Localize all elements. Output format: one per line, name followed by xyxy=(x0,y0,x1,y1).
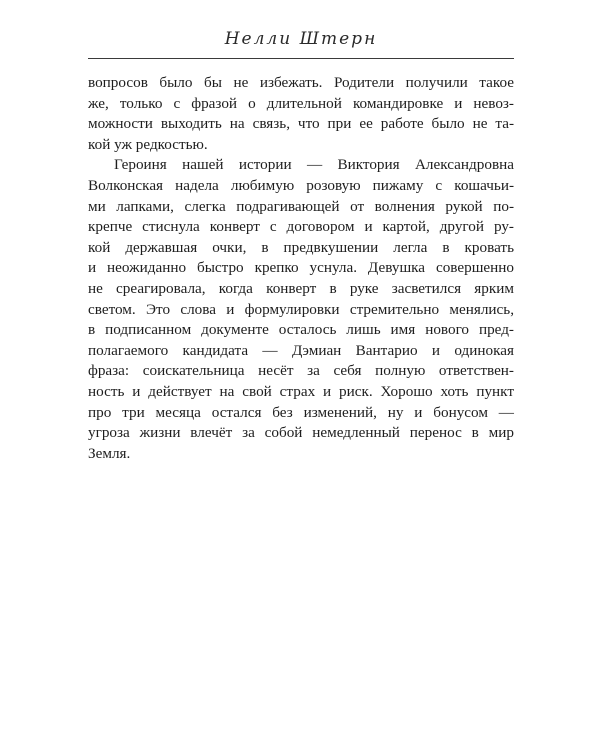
text-line: полагаемого кандидата — Дэмиан Вантарио и одинокая xyxy=(88,341,514,359)
text-line: светом. Это слова и формулировки стремительно менялись, xyxy=(88,300,514,318)
header-rule xyxy=(88,58,514,59)
text-line: угроза жизни влечёт за собой немедленный перенос в мир xyxy=(88,424,514,442)
text-line: Героиня нашей истории — Виктория Александровна xyxy=(114,156,514,174)
text-line: же, только с фразой о длительной командировке и невоз- xyxy=(88,94,514,112)
text-line: фраза: соискательница несёт за себя полную ответствен- xyxy=(88,362,514,380)
text-line: в подписанном документе осталось лишь имя нового пред- xyxy=(88,321,514,339)
text-line: не среагировала, когда конверт в руке засветился ярким xyxy=(88,279,514,297)
text-line: вопросов было бы не избежать. Родители получили такое xyxy=(88,74,514,91)
text-line: Земля. xyxy=(88,444,131,462)
paragraph-2 xyxy=(88,155,514,464)
text-line: ность и действует на свой страх и риск. Хорошо хоть пункт xyxy=(88,382,514,400)
text-line: можности выходить на связь, что при ее работе было не та- xyxy=(88,115,514,133)
text-line: кой державшая очки, в предвкушении легла в кровать xyxy=(88,238,514,256)
paragraph-1 xyxy=(88,73,514,155)
text-line: кой уж редкостью. xyxy=(88,135,208,153)
text-line: Волконская надела любимую розовую пижаму с кошачьи- xyxy=(88,176,514,194)
text-line: ми лапками, слегка подрагивающей от волнения рукой по- xyxy=(88,197,514,215)
text-line: крепче стиснула конверт с договором и картой, другой ру- xyxy=(88,218,514,236)
text-line: и неожиданно быстро крепко уснула. Девушка совершенно xyxy=(88,259,514,277)
running-head-author: Нелли Штерн xyxy=(224,29,378,49)
text-line: про три месяца остался без изменений, ну и бонусом — xyxy=(88,403,514,421)
body-text xyxy=(88,73,514,464)
